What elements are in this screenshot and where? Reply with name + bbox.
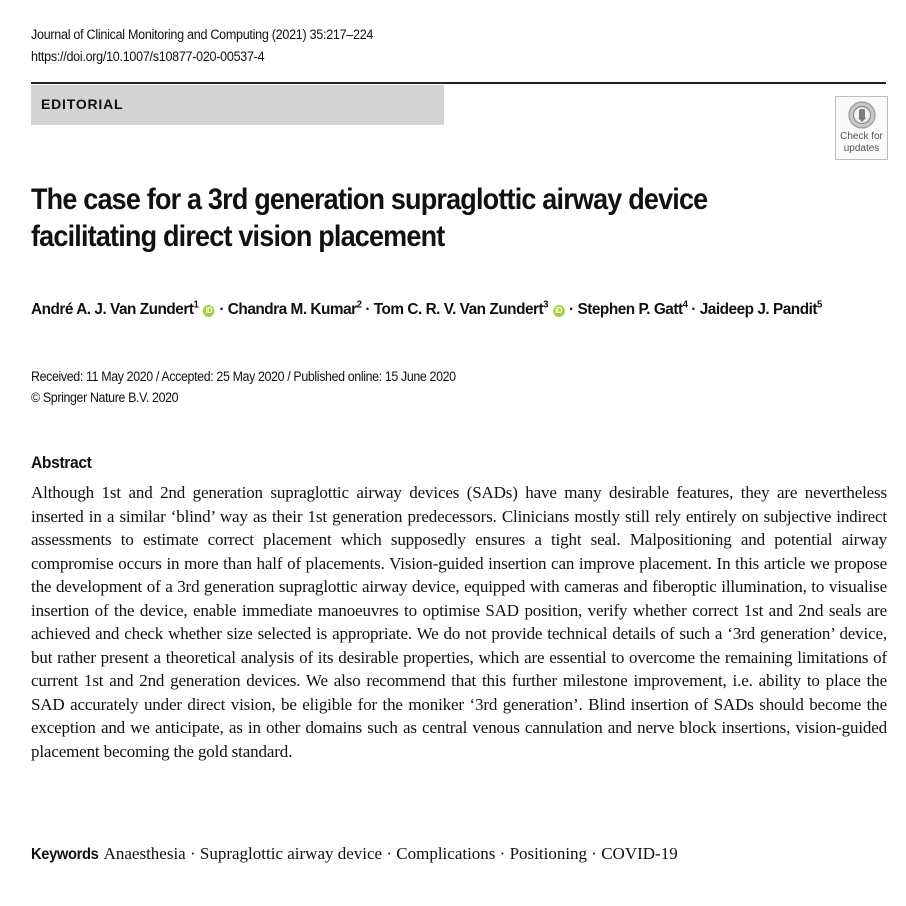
badge-line-2: updates (843, 143, 880, 154)
check-for-updates-badge[interactable] (835, 96, 888, 160)
header-rule (31, 82, 886, 84)
dates-line: Received: 11 May 2020 / Accepted: 25 May 2020 / Published online: 15 June 2020 (31, 369, 456, 384)
author-separator: · (361, 301, 374, 318)
author-affiliation-mark: 4 (682, 299, 688, 311)
journal-citation (31, 24, 373, 68)
doi-link[interactable]: https://doi.org/10.1007/s10877-020-00537-4 (31, 49, 265, 64)
author-item[interactable] (31, 301, 216, 318)
author-item[interactable] (577, 301, 687, 318)
check-updates-icon (847, 100, 877, 130)
journal-line: Journal of Clinical Monitoring and Computing (2021) 35:217–224 (31, 27, 374, 42)
author-name: André A. J. Van Zundert (31, 301, 194, 318)
author-name: Jaideep J. Pandit (699, 301, 818, 318)
author-affiliation-mark: 5 (817, 299, 822, 311)
author-item[interactable] (374, 301, 566, 318)
author-separator: · (215, 301, 228, 318)
orcid-icon[interactable]: iD (553, 305, 565, 317)
badge-line-1: Check for (840, 131, 883, 142)
author-name: Stephen P. Gatt (577, 301, 683, 318)
section-label: EDITORIAL (41, 96, 124, 112)
author-name: Tom C. R. V. Van Zundert (373, 301, 544, 318)
author-affiliation-mark: 3 (543, 299, 549, 311)
orcid-icon[interactable]: iD (203, 305, 215, 317)
keywords-list: Anaesthesia · Supraglottic airway device · Complications · Positioning · COVID-19 (103, 844, 678, 863)
author-item[interactable] (700, 301, 822, 318)
abstract-heading: Abstract (31, 453, 92, 472)
copyright-line: © Springer Nature B.V. 2020 (31, 390, 179, 405)
keywords-label: Keywords (31, 846, 99, 863)
keywords-line (31, 843, 678, 866)
author-name: Chandra M. Kumar (227, 301, 357, 318)
abstract-text: Although 1st and 2nd generation supraglottic airway devices (SADs) have many desirable features, they are nevertheless inserted in a similar ‘blind’ way as their 1st generation predecessors. Clinicians mostly still rely entirely on subjective indirect assessments to estimate correct placement which supposedly ensures a tight seal. Malpositioning and potential airway compromise occurs in more than half of placements. Vision-guided insertion can improve placement. In this article we propose the development of a 3rd generation supraglottic airway device, equipped with cameras and fiberoptic illumination, to visualise insertion of the device, enable immediate manoeuvres to optimise SAD position, verify whether correct 1st and 2nd seals are achieved and check whether size selected is appropriate. We do not provide technical details of such a ‘3rd generation’ device, but rather present a theoretical analysis of its desirable properties, which are essential to overcome the remaining limitations of current 1st and 2nd generation devices. We also recommend that this further milestone improvement, i.e. ability to place the SAD accurately under direct vision, be eligible for the moniker ‘3rd generation’. Blind insertion of SADs should become the exception and we anticipate, as in other domains such as central venous cannulation and nerve block insertions, vision-guided placement becoming the gold standard. (31, 483, 887, 761)
author-separator: · (565, 301, 578, 318)
author-list (31, 299, 822, 321)
author-item[interactable] (228, 301, 362, 318)
section-band (31, 85, 444, 125)
author-separator: · (687, 301, 700, 318)
author-affiliation-mark: 2 (356, 299, 362, 311)
article-title: The case for a 3rd generation supraglottic airway device facilitating direct vision placement (31, 183, 708, 253)
author-affiliation-mark: 1 (193, 299, 199, 311)
publication-dates (31, 366, 456, 408)
